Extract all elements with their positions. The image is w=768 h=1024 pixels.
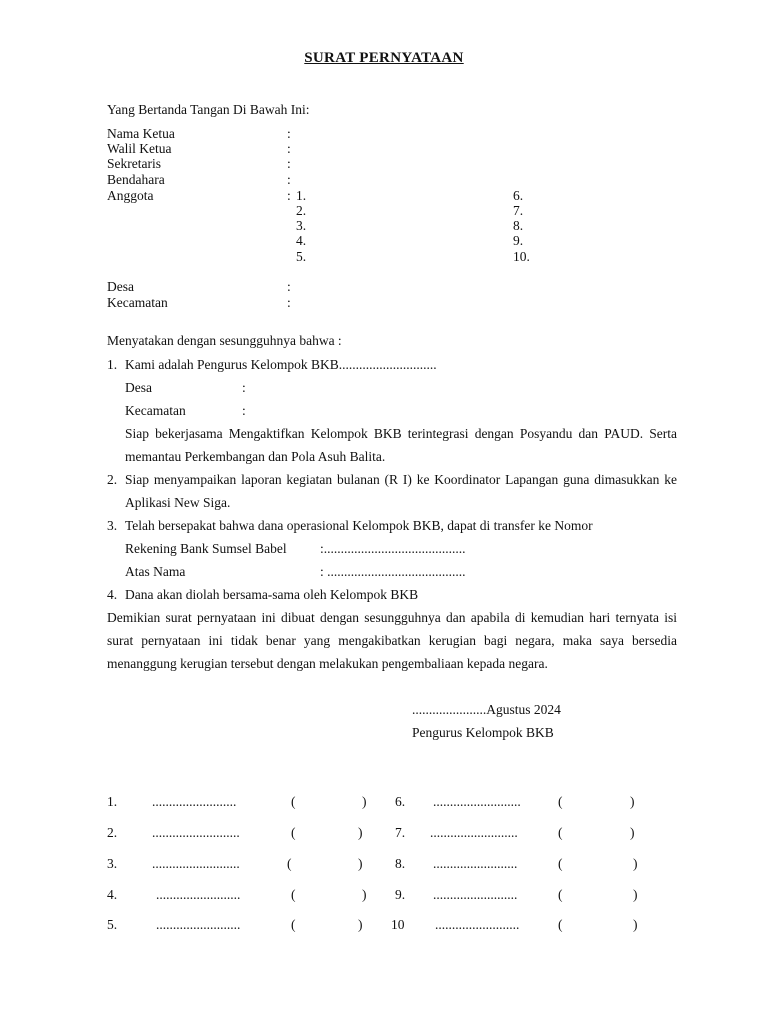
- paren-close: ): [358, 917, 363, 932]
- paren-open: (: [558, 856, 563, 871]
- signature-line: .........................: [433, 856, 518, 871]
- point-1-sep: :: [242, 403, 246, 418]
- paren-open: (: [558, 887, 563, 902]
- officer-sep: :: [287, 156, 291, 171]
- signature-num: 8.: [395, 856, 406, 871]
- page-title: SURAT PERNYATAAN: [304, 50, 464, 66]
- officer-label-sekretaris: Sekretaris: [107, 156, 161, 171]
- anggota-label: Anggota: [107, 188, 154, 203]
- signature-num: 3.: [107, 856, 118, 871]
- paren-close: ): [633, 887, 638, 902]
- location-label-desa: Desa: [107, 279, 134, 294]
- location-label-kecamatan: Kecamatan: [107, 295, 168, 310]
- paren-open: (: [291, 917, 296, 932]
- paren-open: (: [287, 856, 292, 871]
- officer-label-bendahara: Bendahara: [107, 172, 165, 187]
- paren-open: (: [291, 825, 296, 840]
- location-sep: :: [287, 279, 291, 294]
- point-number: 4.: [107, 587, 118, 602]
- paren-open: (: [558, 794, 563, 809]
- rekening-value: :..........................................: [320, 541, 466, 556]
- point-1-sep: :: [242, 380, 246, 395]
- signature-line: .........................: [152, 794, 237, 809]
- point-1-desa-label: Desa: [125, 380, 152, 395]
- intro-text: Yang Bertanda Tangan Di Bawah Ini:: [107, 102, 310, 117]
- signer-title: Pengurus Kelompok BKB: [412, 725, 554, 740]
- paren-open: (: [558, 917, 563, 932]
- signature-num: 9.: [395, 887, 406, 902]
- point-3-text: Telah bersepakat bahwa dana operasional Kelompok BKB, dapat di transfer ke Nomor: [125, 518, 593, 533]
- atas-nama-label: Atas Nama: [125, 564, 186, 579]
- officer-label-wakil: Walil Ketua: [107, 141, 172, 156]
- officer-label-ketua: Nama Ketua: [107, 126, 175, 141]
- rekening-label: Rekening Bank Sumsel Babel: [125, 541, 287, 556]
- signature-line: ..........................: [152, 825, 240, 840]
- signature-line: .........................: [433, 887, 518, 902]
- signature-line: .........................: [156, 917, 241, 932]
- signature-line: .........................: [156, 887, 241, 902]
- paren-open: (: [291, 887, 296, 902]
- paren-close: ): [358, 825, 363, 840]
- point-number: 1.: [107, 357, 118, 372]
- anggota-num: 5.: [296, 249, 307, 264]
- atas-nama-value: : .........................................: [320, 564, 466, 579]
- anggota-num: 6.: [513, 188, 524, 203]
- signature-num: 7.: [395, 825, 406, 840]
- point-4-text: Dana akan diolah bersama-sama oleh Kelompok BKB: [125, 587, 419, 602]
- officer-sep: :: [287, 126, 291, 141]
- anggota-num: 2.: [296, 203, 307, 218]
- point-1-paragraph: Siap bekerjasama Mengaktifkan Kelompok BKB terintegrasi dengan Posyandu dan PAUD. Serta memantau Perkembangan dan Pola Asuh Balita.: [125, 426, 677, 464]
- point-2-text: Siap menyampaikan laporan kegiatan bulanan (R I) ke Koordinator Lapangan guna dimasukkan ke Aplikasi New Siga.: [125, 472, 677, 510]
- anggota-num: 1.: [296, 188, 307, 203]
- paren-close: ): [633, 856, 638, 871]
- anggota-num: 10.: [513, 249, 530, 264]
- signature-line: .........................: [435, 917, 520, 932]
- point-number: 2.: [107, 472, 118, 487]
- paren-close: ): [633, 917, 638, 932]
- signature-num: 6.: [395, 794, 406, 809]
- paren-close: ): [630, 794, 635, 809]
- signature-num: 2.: [107, 825, 118, 840]
- paren-close: ): [362, 887, 367, 902]
- point-number: 3.: [107, 518, 118, 533]
- anggota-num: 4.: [296, 233, 307, 248]
- closing-paragraph: Demikian surat pernyataan ini dibuat dengan sesungguhnya dan apabila di kemudian hari ternyata isi surat pernyataan ini tidak benar yang mengakibatkan kerugian bagi negara, maka saya bersedia menanggung kerugian tersebut dengan melakukan pengembaliaan kepada negara.: [107, 610, 677, 671]
- anggota-num: 8.: [513, 218, 524, 233]
- paren-open: (: [558, 825, 563, 840]
- signature-line: ..........................: [152, 856, 240, 871]
- anggota-num: 3.: [296, 218, 307, 233]
- paren-close: ): [630, 825, 635, 840]
- date-line: ......................Agustus 2024: [412, 702, 561, 717]
- point-1-kecamatan-label: Kecamatan: [125, 403, 186, 418]
- paren-close: ): [358, 856, 363, 871]
- paren-close: ): [362, 794, 367, 809]
- officer-sep: :: [287, 172, 291, 187]
- signature-num: 1.: [107, 794, 118, 809]
- officer-sep: :: [287, 141, 291, 156]
- signature-num: 4.: [107, 887, 118, 902]
- signature-line: ..........................: [430, 825, 518, 840]
- point-1-text: Kami adalah Pengurus Kelompok BKB.............................: [125, 357, 437, 372]
- anggota-sep: :: [287, 188, 291, 203]
- signature-num: 10: [391, 917, 405, 932]
- signature-line: ..........................: [433, 794, 521, 809]
- anggota-num: 9.: [513, 233, 524, 248]
- statement-intro: Menyatakan dengan sesungguhnya bahwa :: [107, 333, 342, 348]
- location-sep: :: [287, 295, 291, 310]
- signature-num: 5.: [107, 917, 118, 932]
- paren-open: (: [291, 794, 296, 809]
- anggota-num: 7.: [513, 203, 524, 218]
